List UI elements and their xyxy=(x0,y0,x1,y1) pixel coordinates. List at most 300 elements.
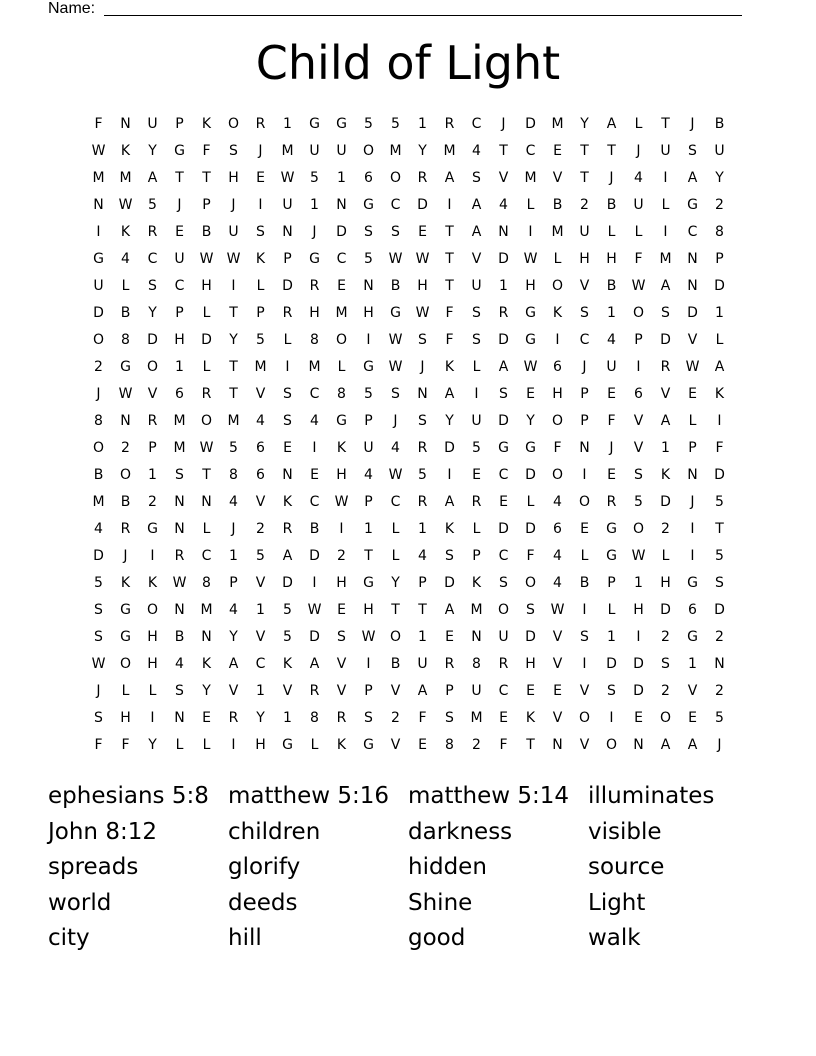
grid-row xyxy=(85,654,733,681)
grid-cell: A xyxy=(444,170,455,186)
grid-cell: N xyxy=(174,521,185,537)
grid-cell: O xyxy=(146,359,159,375)
grid-cell: 4 xyxy=(364,467,373,483)
grid-cell: D xyxy=(525,629,536,645)
grid-cell: 1 xyxy=(607,305,616,321)
word-bank-item: darkness xyxy=(408,818,513,845)
grid-cell: G xyxy=(120,629,131,645)
grid-cell: S xyxy=(661,305,670,321)
grid-cell: 5 xyxy=(283,602,292,618)
grid-cell: M xyxy=(551,224,564,240)
word-bank-item: matthew 5:14 xyxy=(408,783,570,809)
grid-cell: 5 xyxy=(229,440,238,456)
grid-cell: S xyxy=(175,467,184,483)
grid-cell: I xyxy=(528,224,533,240)
grid-cell: O xyxy=(497,602,510,618)
grid-cell: V xyxy=(579,737,590,753)
grid-cell: L xyxy=(337,359,346,375)
page-title: Child of Light xyxy=(255,36,561,90)
grid-cell: G xyxy=(687,197,698,213)
grid-cell: M xyxy=(200,602,213,618)
grid-cell: N xyxy=(201,629,212,645)
grid-cell: U xyxy=(147,116,158,132)
grid-cell: K xyxy=(660,467,671,483)
grid-cell: D xyxy=(525,116,536,132)
grid-cell: B xyxy=(309,521,320,537)
grid-cell: D xyxy=(309,548,320,564)
grid-cell: A xyxy=(309,656,320,672)
grid-cell: M xyxy=(524,170,537,186)
grid-cell: 4 xyxy=(553,575,562,591)
grid-cell: M xyxy=(470,602,483,618)
grid-cell: P xyxy=(418,575,427,591)
grid-cell: N xyxy=(174,602,185,618)
grid-cell: M xyxy=(227,413,240,429)
grid-cell: N xyxy=(552,737,563,753)
grid-cell: R xyxy=(417,440,428,456)
grid-cell: E xyxy=(634,710,643,726)
grid-cell: R xyxy=(228,710,239,726)
word-bank-item: illuminates xyxy=(588,783,715,809)
grid-row xyxy=(85,681,733,708)
grid-cell: F xyxy=(499,737,508,753)
grid-cell: H xyxy=(201,278,212,294)
grid-cell: 4 xyxy=(553,494,562,510)
word-bank-item: Shine xyxy=(408,889,473,916)
grid-cell: C xyxy=(201,548,212,564)
grid-cell: L xyxy=(121,683,130,699)
grid-cell: 1 xyxy=(283,710,292,726)
grid-cell: E xyxy=(445,629,454,645)
grid-row xyxy=(85,519,733,546)
grid-cell: G xyxy=(363,197,374,213)
grid-cell: S xyxy=(634,467,643,483)
grid-cell: S xyxy=(283,386,292,402)
grid-cell: U xyxy=(417,656,428,672)
grid-cell: K xyxy=(444,359,455,375)
grid-cell: 1 xyxy=(688,656,697,672)
grid-cell: O xyxy=(92,440,105,456)
grid-cell: W xyxy=(415,305,430,321)
grid-cell: L xyxy=(310,737,319,753)
grid-cell: H xyxy=(660,575,671,591)
grid-cell: I xyxy=(663,224,668,240)
grid-cell: C xyxy=(687,224,698,240)
grid-cell: T xyxy=(229,359,238,375)
grid-cell: L xyxy=(526,494,535,510)
grid-cell: S xyxy=(472,170,481,186)
grid-cell: K xyxy=(471,575,482,591)
grid-cell: Y xyxy=(580,116,589,132)
grid-cell: S xyxy=(607,683,616,699)
grid-cell: M xyxy=(281,143,294,159)
grid-cell: I xyxy=(690,548,695,564)
grid-cell: G xyxy=(390,305,401,321)
grid-cell: I xyxy=(582,467,587,483)
grid-cell: M xyxy=(92,170,105,186)
grid-cell: V xyxy=(579,278,590,294)
grid-cell: J xyxy=(231,521,236,537)
grid-cell: V xyxy=(390,683,401,699)
grid-cell: L xyxy=(391,548,400,564)
word-bank-item: deeds xyxy=(228,889,298,916)
grid-cell: S xyxy=(445,710,454,726)
grid-cell: 4 xyxy=(175,656,184,672)
grid-cell: W xyxy=(550,602,565,618)
grid-cell: W xyxy=(172,575,187,591)
grid-cell: H xyxy=(363,602,374,618)
grid-cell: 8 xyxy=(472,656,481,672)
grid-cell: G xyxy=(309,251,320,267)
grid-cell: I xyxy=(285,359,290,375)
grid-cell: W xyxy=(415,251,430,267)
grid-cell: B xyxy=(606,278,617,294)
grid-cell: N xyxy=(687,278,698,294)
grid-cell: 2 xyxy=(715,629,724,645)
grid-cell: Y xyxy=(256,710,265,726)
name-label: Name: xyxy=(48,0,96,17)
grid-cell: L xyxy=(661,197,670,213)
grid-cell: A xyxy=(417,683,428,699)
grid-cell: D xyxy=(498,251,509,267)
grid-cell: 1 xyxy=(418,521,427,537)
grid-cell: W xyxy=(388,467,403,483)
grid-cell: B xyxy=(390,656,401,672)
grid-cell: D xyxy=(417,197,428,213)
grid-cell: H xyxy=(309,305,320,321)
grid-cell: 5 xyxy=(283,629,292,645)
grid-cell: B xyxy=(390,278,401,294)
grid-cell: L xyxy=(175,737,184,753)
grid-cell: J xyxy=(258,143,263,159)
grid-cell: P xyxy=(688,440,697,456)
grid-cell: B xyxy=(174,629,185,645)
grid-cell: I xyxy=(555,332,560,348)
grid-cell: 4 xyxy=(391,440,400,456)
grid-cell: R xyxy=(282,305,293,321)
grid-cell: N xyxy=(336,197,347,213)
grid-cell: I xyxy=(339,521,344,537)
word-bank-item: John 8:12 xyxy=(48,818,157,845)
word-bank-item: world xyxy=(48,889,112,916)
grid-cell: L xyxy=(661,548,670,564)
grid-cell: 1 xyxy=(364,521,373,537)
grid-cell: 5 xyxy=(310,170,319,186)
grid-cell: P xyxy=(472,548,481,564)
grid-cell: 6 xyxy=(688,602,697,618)
grid-cell: P xyxy=(283,251,292,267)
grid-cell: 6 xyxy=(256,467,265,483)
grid-cell: V xyxy=(255,494,266,510)
grid-cell: 4 xyxy=(256,413,265,429)
grid-cell: L xyxy=(121,278,130,294)
grid-cell: V xyxy=(390,737,401,753)
grid-cell: A xyxy=(444,494,455,510)
grid-cell: G xyxy=(363,359,374,375)
grid-cell: D xyxy=(93,305,104,321)
grid-cell: L xyxy=(580,548,589,564)
grid-cell: G xyxy=(525,440,536,456)
grid-cell: E xyxy=(688,386,697,402)
grid-cell: H xyxy=(336,467,347,483)
grid-cell: E xyxy=(688,710,697,726)
grid-cell: S xyxy=(688,143,697,159)
grid-cell: D xyxy=(444,440,455,456)
grid-cell: Y xyxy=(229,332,238,348)
grid-row xyxy=(85,222,733,249)
grid-cell: G xyxy=(120,602,131,618)
grid-cell: P xyxy=(607,575,616,591)
grid-cell: K xyxy=(120,224,131,240)
grid-cell: N xyxy=(471,629,482,645)
grid-cell: T xyxy=(202,467,211,483)
grid-cell: F xyxy=(445,332,454,348)
grid-cell: S xyxy=(661,656,670,672)
grid-cell: 6 xyxy=(553,359,562,375)
grid-cell: R xyxy=(336,710,347,726)
grid-cell: 5 xyxy=(391,116,400,132)
grid-cell: 2 xyxy=(715,683,724,699)
grid-cell: 6 xyxy=(256,440,265,456)
grid-cell: 4 xyxy=(499,197,508,213)
grid-cell: R xyxy=(174,548,185,564)
grid-cell: H xyxy=(174,332,185,348)
grid-row xyxy=(85,735,733,762)
grid-cell: 1 xyxy=(148,467,157,483)
grid-cell: B xyxy=(93,467,104,483)
grid-cell: D xyxy=(498,413,509,429)
grid-cell: I xyxy=(366,656,371,672)
grid-cell: 8 xyxy=(310,710,319,726)
grid-cell: 5 xyxy=(715,548,724,564)
grid-cell: D xyxy=(660,602,671,618)
grid-cell: R xyxy=(147,413,158,429)
grid-cell: Y xyxy=(391,575,400,591)
grid-cell: W xyxy=(388,251,403,267)
grid-cell: M xyxy=(119,170,132,186)
grid-cell: S xyxy=(364,710,373,726)
grid-cell: U xyxy=(714,143,725,159)
grid-cell: S xyxy=(499,575,508,591)
grid-cell: R xyxy=(201,386,212,402)
grid-cell: W xyxy=(118,386,133,402)
grid-cell: J xyxy=(717,737,722,753)
grid-cell: L xyxy=(256,278,265,294)
grid-cell: D xyxy=(498,332,509,348)
grid-cell: F xyxy=(202,143,211,159)
grid-cell: 2 xyxy=(715,197,724,213)
grid-cell: D xyxy=(309,629,320,645)
grid-cell: A xyxy=(687,170,698,186)
grid-cell: C xyxy=(579,332,590,348)
grid-cell: K xyxy=(444,521,455,537)
grid-cell: U xyxy=(579,224,590,240)
grid-cell: O xyxy=(119,467,132,483)
grid-cell: G xyxy=(120,359,131,375)
grid-cell: W xyxy=(91,143,106,159)
grid-cell: A xyxy=(498,359,509,375)
grid-cell: 1 xyxy=(499,278,508,294)
grid-cell: A xyxy=(228,656,239,672)
grid-cell: S xyxy=(580,305,589,321)
grid-cell: E xyxy=(499,494,508,510)
grid-cell: B xyxy=(579,575,590,591)
grid-cell: H xyxy=(417,278,428,294)
grid-cell: G xyxy=(174,143,185,159)
grid-cell: U xyxy=(498,629,509,645)
grid-cell: G xyxy=(687,575,698,591)
grid-cell: Y xyxy=(148,143,157,159)
grid-cell: 2 xyxy=(580,197,589,213)
grid-cell: C xyxy=(498,683,509,699)
grid-cell: O xyxy=(389,170,402,186)
grid-cell: V xyxy=(552,170,563,186)
grid-cell: B xyxy=(714,116,725,132)
grid-cell: O xyxy=(632,305,645,321)
grid-cell: N xyxy=(687,467,698,483)
grid-cell: U xyxy=(606,359,617,375)
grid-cell: J xyxy=(636,143,641,159)
grid-cell: S xyxy=(256,224,265,240)
grid-cell: H xyxy=(363,305,374,321)
grid-cell: W xyxy=(334,494,349,510)
grid-cell: L xyxy=(202,737,211,753)
grid-cell: 5 xyxy=(634,494,643,510)
grid-cell: B xyxy=(201,224,212,240)
grid-cell: M xyxy=(443,143,456,159)
grid-cell: H xyxy=(336,575,347,591)
grid-cell: K xyxy=(525,710,536,726)
grid-cell: U xyxy=(282,197,293,213)
grid-cell: D xyxy=(714,602,725,618)
grid-cell: C xyxy=(255,656,266,672)
grid-cell: U xyxy=(336,143,347,159)
grid-cell: O xyxy=(146,602,159,618)
grid-cell: S xyxy=(229,143,238,159)
grid-cell: W xyxy=(91,656,106,672)
grid-cell: M xyxy=(335,305,348,321)
grid-cell: O xyxy=(524,575,537,591)
grid-cell: N xyxy=(687,251,698,267)
grid-cell: W xyxy=(523,251,538,267)
grid-cell: J xyxy=(312,224,317,240)
grid-cell: 8 xyxy=(229,467,238,483)
grid-cell: H xyxy=(228,170,239,186)
grid-cell: D xyxy=(687,305,698,321)
grid-cell: P xyxy=(256,305,265,321)
grid-cell: K xyxy=(282,494,293,510)
grid-cell: U xyxy=(363,440,374,456)
grid-row xyxy=(85,708,733,735)
grid-row xyxy=(85,600,733,627)
grid-cell: 1 xyxy=(634,575,643,591)
grid-cell: H xyxy=(120,710,131,726)
grid-cell: W xyxy=(631,278,646,294)
grid-cell: 4 xyxy=(229,602,238,618)
grid-cell: H xyxy=(633,602,644,618)
grid-cell: L xyxy=(202,521,211,537)
grid-cell: U xyxy=(471,278,482,294)
grid-cell: M xyxy=(470,710,483,726)
grid-cell: I xyxy=(231,278,236,294)
grid-cell: D xyxy=(714,467,725,483)
word-bank-item: source xyxy=(588,854,665,880)
grid-cell: E xyxy=(472,467,481,483)
grid-cell: E xyxy=(337,278,346,294)
grid-cell: Y xyxy=(445,413,454,429)
grid-cell: V xyxy=(687,332,698,348)
grid-cell: 4 xyxy=(472,143,481,159)
grid-cell: P xyxy=(364,494,373,510)
grid-row xyxy=(85,411,733,438)
grid-cell: F xyxy=(715,440,724,456)
grid-cell: H xyxy=(525,656,536,672)
grid-cell: 4 xyxy=(634,170,643,186)
grid-cell: E xyxy=(526,386,535,402)
grid-cell: V xyxy=(336,683,347,699)
grid-cell: A xyxy=(687,737,698,753)
grid-cell: J xyxy=(231,197,236,213)
word-bank-item: Light xyxy=(588,889,646,916)
grid-cell: A xyxy=(282,548,293,564)
grid-cell: E xyxy=(526,683,535,699)
grid-row xyxy=(85,546,733,573)
grid-cell: L xyxy=(202,305,211,321)
grid-cell: E xyxy=(418,737,427,753)
grid-cell: J xyxy=(582,359,587,375)
grid-cell: S xyxy=(364,224,373,240)
grid-cell: V xyxy=(336,656,347,672)
grid-cell: O xyxy=(362,143,375,159)
grid-cell: H xyxy=(147,629,158,645)
grid-cell: W xyxy=(199,251,214,267)
grid-cell: K xyxy=(336,737,347,753)
grid-cell: 8 xyxy=(337,386,346,402)
grid-row xyxy=(85,276,733,303)
grid-cell: W xyxy=(199,440,214,456)
grid-cell: N xyxy=(579,440,590,456)
grid-cell: G xyxy=(525,332,536,348)
grid-cell: N xyxy=(120,116,131,132)
grid-cell: T xyxy=(580,170,589,186)
grid-cell: V xyxy=(147,386,158,402)
grid-cell: T xyxy=(418,602,427,618)
grid-cell: L xyxy=(391,521,400,537)
grid-cell: I xyxy=(690,521,695,537)
grid-cell: Y xyxy=(715,170,724,186)
grid-cell: 5 xyxy=(94,575,103,591)
grid-cell: D xyxy=(282,575,293,591)
grid-cell: K xyxy=(120,575,131,591)
grid-cell: S xyxy=(175,683,184,699)
grid-cell: G xyxy=(93,251,104,267)
grid-cell: D xyxy=(660,494,671,510)
grid-row xyxy=(85,492,733,519)
grid-cell: C xyxy=(309,494,320,510)
grid-cell: U xyxy=(660,143,671,159)
grid-cell: R xyxy=(444,656,455,672)
grid-cell: F xyxy=(634,251,643,267)
grid-row xyxy=(85,249,733,276)
grid-cell: G xyxy=(606,521,617,537)
grid-cell: W xyxy=(631,548,646,564)
grid-cell: V xyxy=(633,413,644,429)
grid-cell: J xyxy=(96,386,101,402)
grid-cell: V xyxy=(228,683,239,699)
grid-cell: E xyxy=(607,386,616,402)
grid-cell: I xyxy=(258,197,263,213)
grid-cell: M xyxy=(254,359,267,375)
